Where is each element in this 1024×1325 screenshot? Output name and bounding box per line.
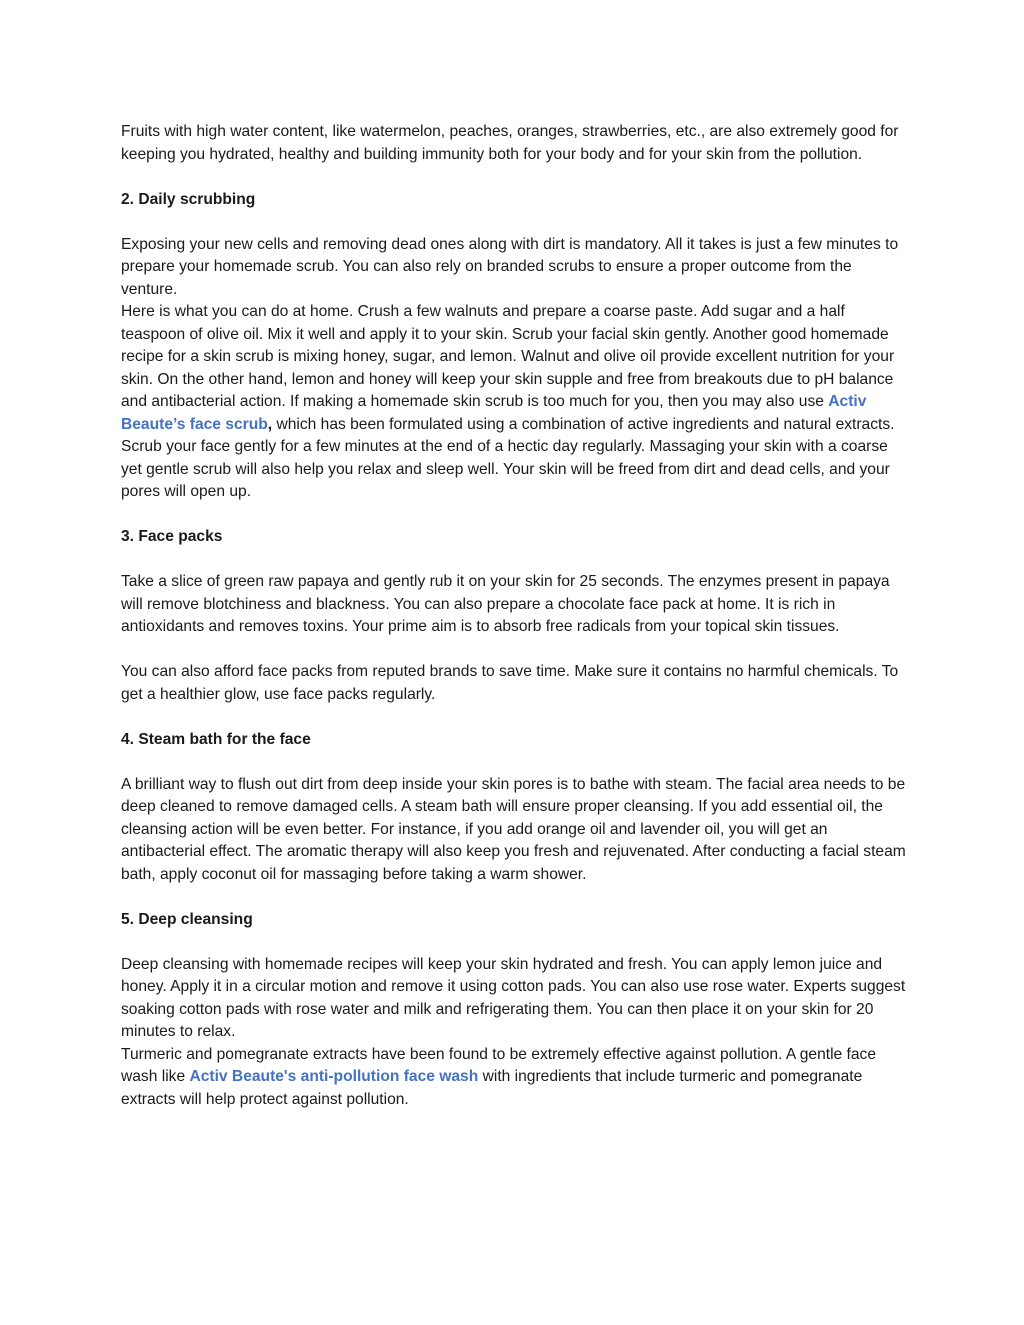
spacer: [121, 166, 907, 189]
deep-cleansing-paragraph-2-text-before: Turmeric and pomegranate extracts have been found to be extremely effective against pollution. A gentle face wash like: [121, 1045, 877, 1085]
scrubbing-paragraph-2-text-before: Here is what you can do at home. Crush a few walnuts and prepare a coarse paste. Add sugar and a half teaspoon of olive oil. Mix it well and apply it to your skin. Scrub your facial skin gently. Another good homemade recipe for a skin scrub is mixing honey, sugar, and lemon. Walnut and olive oil provide excellent nutrition for your skin. On the other hand, lemon and honey will keep your skin supple and free from breakouts due to pH balance and antibacterial action. If making a homemade skin scrub is too much for you, then you may also use: [121, 303, 895, 410]
spacer: [121, 706, 907, 729]
document-page: [121, 121, 907, 1111]
bold-comma: ,: [267, 415, 273, 433]
scrubbing-paragraph-2-text-after: which has been formulated using a combination of active ingredients and natural extracts.: [272, 415, 895, 433]
spacer: [121, 931, 907, 954]
scrubbing-paragraph-3: Scrub your face gently for a few minutes at the end of a hectic day regularly. Massaging your skin with a coarse yet gentle scrub will also help you relax and sleep well. Your skin will be freed from dirt and dead cells, and your pores will open up.: [121, 438, 890, 500]
face-packs-paragraph-2: You can also afford face packs from reputed brands to save time. Make sure it contains no harmful chemicals. To get a healthier glow, use face packs regularly.: [121, 663, 899, 703]
scrubbing-paragraph-2: [121, 301, 907, 436]
scrubbing-paragraph-1: Exposing your new cells and removing dead ones along with dirt is mandatory. All it takes is just a few minutes to prepare your homemade scrub. You can also rely on branded scrubs to ensure a proper outcome from the venture.: [121, 235, 899, 298]
section-heading-steam-bath: 4. Steam bath for the face: [121, 730, 311, 748]
face-packs-paragraph-1: Take a slice of green raw papaya and gently rub it on your skin for 25 seconds. The enzymes present in papaya will remove blotchiness and blackness. You can also prepare a chocolate face pack at home. It is rich in antioxidants and removes toxins. Your prime aim is to absorb free radicals from your topical skin tissues.: [121, 573, 890, 635]
section-heading-deep-cleansing: 5. Deep cleansing: [121, 910, 253, 928]
intro-paragraph: Fruits with high water content, like watermelon, peaches, oranges, strawberries, etc., are also extremely good for keeping you hydrated, healthy and building immunity both for your body and for your skin from the pollution.: [121, 123, 899, 163]
spacer: [121, 504, 907, 527]
face-scrub-link[interactable]: Activ Beaute’s face scrub: [121, 393, 867, 433]
section-heading-face-packs: 3. Face packs: [121, 528, 223, 545]
spacer: [121, 211, 907, 234]
section-heading-daily-scrubbing: 2. Daily scrubbing: [121, 190, 256, 208]
deep-cleansing-paragraph-2-text-after: with ingredients that include turmeric and pomegranate extracts will help protect against pollution.: [121, 1068, 863, 1108]
spacer: [121, 549, 907, 572]
spacer: [121, 751, 907, 774]
face-wash-link[interactable]: Activ Beaute's anti-pollution face wash: [189, 1068, 479, 1085]
spacer: [121, 639, 907, 662]
spacer: [121, 886, 907, 909]
steam-bath-paragraph: A brilliant way to flush out dirt from deep inside your skin pores is to bathe with steam. The facial area needs to be deep cleaned to remove damaged cells. A steam bath will ensure proper cleansing. If you add essential oil, the cleansing action will be even better. For instance, if you add orange oil and lavender oil, you will get an antibacterial effect. The aromatic therapy will also keep you fresh and rejuvenated. After conducting a facial steam bath, apply coconut oil for massaging before taking a warm shower.: [121, 775, 906, 883]
deep-cleansing-paragraph-2: [121, 1044, 907, 1112]
deep-cleansing-paragraph-1: Deep cleansing with homemade recipes will keep your skin hydrated and fresh. You can apply lemon juice and honey. Apply it in a circular motion and remove it using cotton pads. You can also use rose water. Experts suggest soaking cotton pads with rose water and milk and refrigerating them. You can then place it on your skin for 20 minutes to relax.: [121, 955, 906, 1040]
